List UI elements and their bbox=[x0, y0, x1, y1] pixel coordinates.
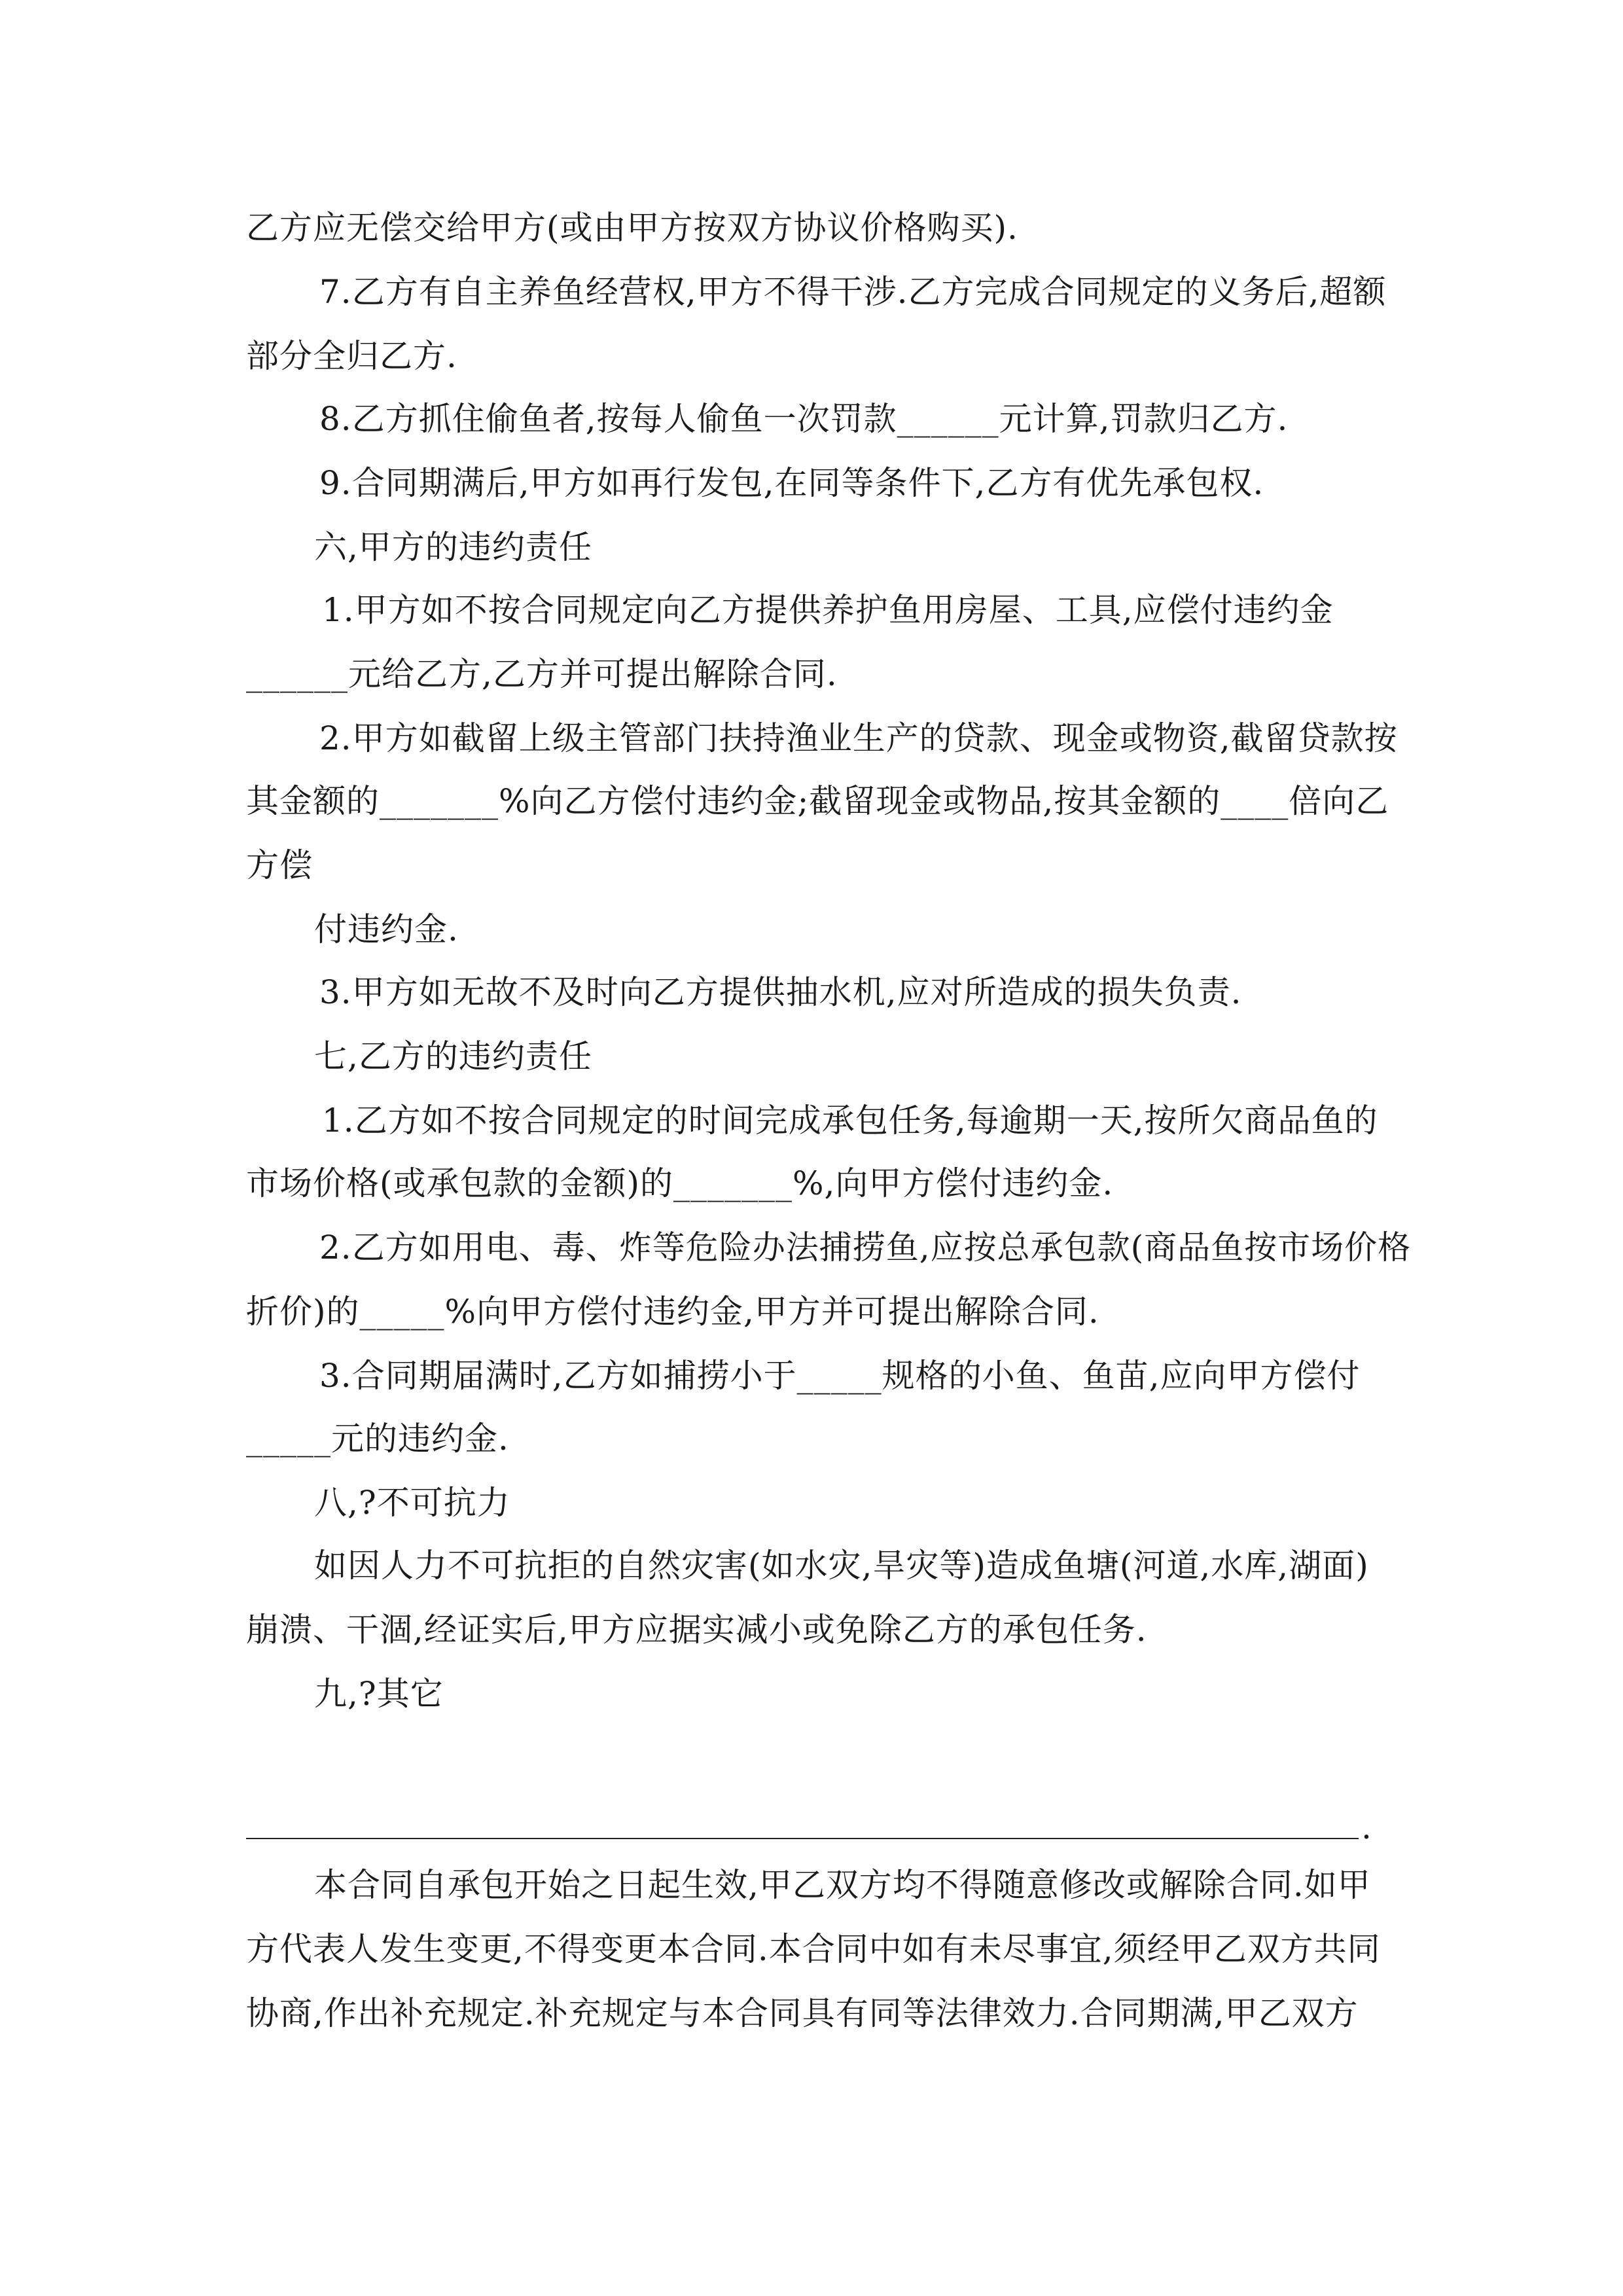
text-line: 3.合同期届满时,乙方如捕捞小于_____规格的小鱼、鱼苗,应向甲方偿付 bbox=[319, 1357, 1361, 1395]
section-heading: 九,?其它 bbox=[314, 1675, 444, 1713]
text-line: 方偿 bbox=[246, 846, 313, 884]
text-line: 本合同自承包开始之日起生效,甲乙双方均不得随意修改或解除合同.如甲 bbox=[314, 1866, 1371, 1904]
blank-underline-period: . bbox=[1361, 1808, 1372, 1846]
text-line: 乙方应无偿交给甲方(或由甲方按双方协议价格购买). bbox=[246, 209, 1018, 247]
text-line: 崩溃、干涸,经证实后,甲方应据实减小或免除乙方的承包任务. bbox=[246, 1611, 1147, 1649]
text-line: 2.甲方如截留上级主管部门扶持渔业生产的贷款、现金或物资,截留贷款按 bbox=[319, 719, 1398, 757]
text-line: 付违约金. bbox=[314, 910, 459, 948]
text-line: 8.乙方抓住偷鱼者,按每人偷鱼一次罚款______元计算,罚款归乙方. bbox=[319, 400, 1289, 438]
text-line: 如因人力不可抗拒的自然灾害(如水灾,旱灾等)造成鱼塘(河道,水库,湖面) bbox=[314, 1547, 1369, 1585]
text-line: 折价)的_____%向甲方偿付违约金,甲方并可提出解除合同. bbox=[246, 1293, 1099, 1331]
text-line: 其金额的_______%向乙方偿付违约金;截留现金或物品,按其金额的____倍向乙 bbox=[246, 782, 1389, 820]
text-line: 9.合同期满后,甲方如再行发包,在同等条件下,乙方有优先承包权. bbox=[319, 464, 1264, 502]
text-line: 1.乙方如不按合同规定的时间完成承包任务,每逾期一天,按所欠商品鱼的 bbox=[322, 1102, 1378, 1139]
text-line: 3.甲方如无故不及时向乙方提供抽水机,应对所造成的损失负责. bbox=[319, 973, 1242, 1011]
text-line: _____元的违约金. bbox=[246, 1420, 509, 1458]
text-line: 市场价格(或承包款的金额)的_______%,向甲方偿付违约金. bbox=[246, 1164, 1114, 1202]
text-line: 部分全归乙方. bbox=[246, 337, 457, 375]
blank-underline bbox=[246, 1838, 1359, 1839]
text-line: 协商,作出补充规定.补充规定与本合同具有同等法律效力.合同期满,甲乙双方 bbox=[246, 1994, 1359, 2032]
text-line: 方代表人发生变更,不得变更本合同.本合同中如有未尽事宜,须经甲乙双方共同 bbox=[246, 1930, 1381, 1968]
section-heading: 七,乙方的违约责任 bbox=[314, 1037, 592, 1075]
section-heading: 六,甲方的违约责任 bbox=[314, 528, 592, 566]
text-line: 7.乙方有自主养鱼经营权,甲方不得干涉.乙方完成合同规定的义务后,超额 bbox=[319, 273, 1387, 311]
text-line: ______元给乙方,乙方并可提出解除合同. bbox=[246, 655, 838, 693]
text-line: 2.乙方如用电、毒、炸等危险办法捕捞鱼,应按总承包款(商品鱼按市场价格 bbox=[319, 1229, 1412, 1266]
section-heading: 八,?不可抗力 bbox=[314, 1484, 510, 1522]
text-line: 1.甲方如不按合同规定向乙方提供养护鱼用房屋、工具,应偿付违约金 bbox=[322, 591, 1334, 629]
